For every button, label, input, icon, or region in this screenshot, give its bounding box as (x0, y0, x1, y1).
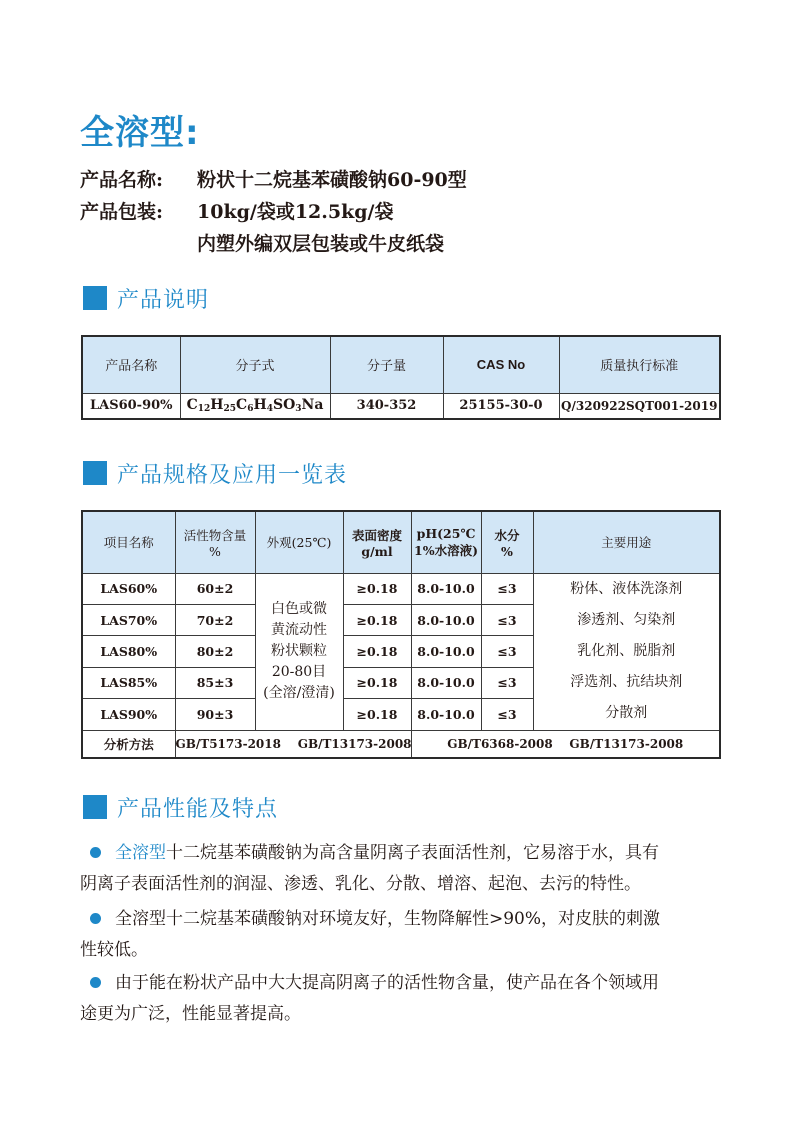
section-header-description (83, 284, 209, 312)
bullet-icon (90, 977, 101, 988)
description-table (81, 335, 721, 420)
header-water: 水分 % (481, 511, 533, 573)
cell-density: ≥0.18 (343, 667, 411, 698)
cell-water: ≤3 (481, 699, 533, 730)
cell-ph: 8.0-10.0 (411, 667, 481, 698)
cell-active: 90±3 (175, 699, 255, 730)
cell-product-name: LAS60-90% (82, 393, 180, 419)
product-name-line (80, 166, 467, 194)
cell-active: 85±3 (175, 667, 255, 698)
product-name-value: 粉状十二烷基苯磺酸钠60-90型 (197, 169, 467, 191)
feature-highlight: 全溶型 (115, 843, 166, 863)
cell-water: ≤3 (481, 636, 533, 667)
cell-active: 80±2 (175, 636, 255, 667)
section-marker-icon (83, 795, 107, 819)
spec-table (81, 510, 721, 759)
header-product-name: 产品名称 (82, 336, 180, 393)
cell-density: ≥0.18 (343, 604, 411, 635)
cell-item-name: LAS60% (82, 573, 175, 604)
cell-standard: Q/320922SQT001-2019 (559, 393, 720, 419)
cell-ph: 8.0-10.0 (411, 636, 481, 667)
feature-paragraph-3: 由于能在粉状产品中大大提高阴离子的活性物含量，使产品在各个领域用 途更为广泛，性能显著提高。 (80, 973, 659, 1024)
product-package-line-2 (197, 230, 444, 258)
cell-item-name: LAS80% (82, 636, 175, 667)
cell-density: ≥0.18 (343, 636, 411, 667)
header-ph: pH(25℃ 1%水溶液) (411, 511, 481, 573)
header-uses: 主要用途 (533, 511, 720, 573)
cell-cas: 25155-30-0 (443, 393, 559, 419)
cell-uses: 粉体、液体洗涤剂 渗透剂、匀染剂 乳化剂、脱脂剂 浮选剂、抗结块剂 分散剂 (533, 573, 720, 730)
cell-item-name: LAS90% (82, 699, 175, 730)
header-appearance: 外观(25℃) (255, 511, 343, 573)
cell-density: ≥0.18 (343, 699, 411, 730)
header-active: 活性物含量 % (175, 511, 255, 573)
cell-formula: $C_{12}H_{25}C_6H_4SO_3Na$ (180, 393, 330, 419)
cell-water: ≤3 (481, 573, 533, 604)
product-name-label: 产品名称: (80, 169, 164, 191)
header-formula: 分子式 (180, 336, 330, 393)
section-header-specs (83, 459, 347, 487)
cell-density: ≥0.18 (343, 573, 411, 604)
cell-method-label: 分析方法 (82, 730, 175, 758)
section-title-description: 产品说明 (117, 287, 210, 313)
product-package-value-1: 10kg/袋或12.5kg/袋 (197, 201, 394, 223)
section-title-specs: 产品规格及应用一览表 (117, 462, 348, 488)
cell-item-name: LAS85% (82, 667, 175, 698)
page-title: 全溶型: (80, 113, 200, 153)
cell-method-right: GB/T6368-2008 GB/T13173-2008 (411, 730, 720, 758)
header-standard: 质量执行标准 (559, 336, 720, 393)
cell-ph: 8.0-10.0 (411, 573, 481, 604)
header-cas: CAS No (443, 336, 559, 393)
cell-method-left: GB/T5173-2018 GB/T13173-2008 (175, 730, 411, 758)
description-data-row (82, 393, 720, 419)
spec-header-row (82, 511, 720, 573)
feature-paragraph-1: 全溶型十二烷基苯磺酸钠为高含量阴离子表面活性剂，它易溶于水，具有 阴离子表面活性剂的润湿、渗透、乳化、分散、增溶、起泡、去污的特性。 (80, 843, 659, 894)
product-package-line (80, 198, 394, 226)
cell-active: 70±2 (175, 604, 255, 635)
section-marker-icon (83, 461, 107, 485)
header-item: 项目名称 (82, 511, 175, 573)
cell-water: ≤3 (481, 604, 533, 635)
section-title-features: 产品性能及特点 (117, 796, 279, 822)
table-row (82, 573, 720, 604)
method-row (82, 730, 720, 758)
feature-paragraph-2: 全溶型十二烷基苯磺酸钠对环境友好，生物降解性>90%，对皮肤的刺激 性较低。 (80, 909, 661, 960)
description-header-row (82, 336, 720, 393)
cell-item-name: LAS70% (82, 604, 175, 635)
bullet-icon (90, 847, 101, 858)
product-package-value-2: 内塑外编双层包装或牛皮纸袋 (197, 233, 445, 255)
cell-ph: 8.0-10.0 (411, 699, 481, 730)
bullet-icon (90, 913, 101, 924)
cell-mol-weight: 340-352 (330, 393, 443, 419)
cell-appearance: 白色或微 黄流动性 粉状颗粒 20-80目 (全溶/澄清) (255, 573, 343, 730)
section-marker-icon (83, 286, 107, 310)
cell-active: 60±2 (175, 573, 255, 604)
cell-water: ≤3 (481, 667, 533, 698)
product-package-label: 产品包装: (80, 201, 164, 223)
header-density: 表面密度 g/ml (343, 511, 411, 573)
cell-ph: 8.0-10.0 (411, 604, 481, 635)
section-header-features (83, 793, 278, 821)
header-mol-weight: 分子量 (330, 336, 443, 393)
